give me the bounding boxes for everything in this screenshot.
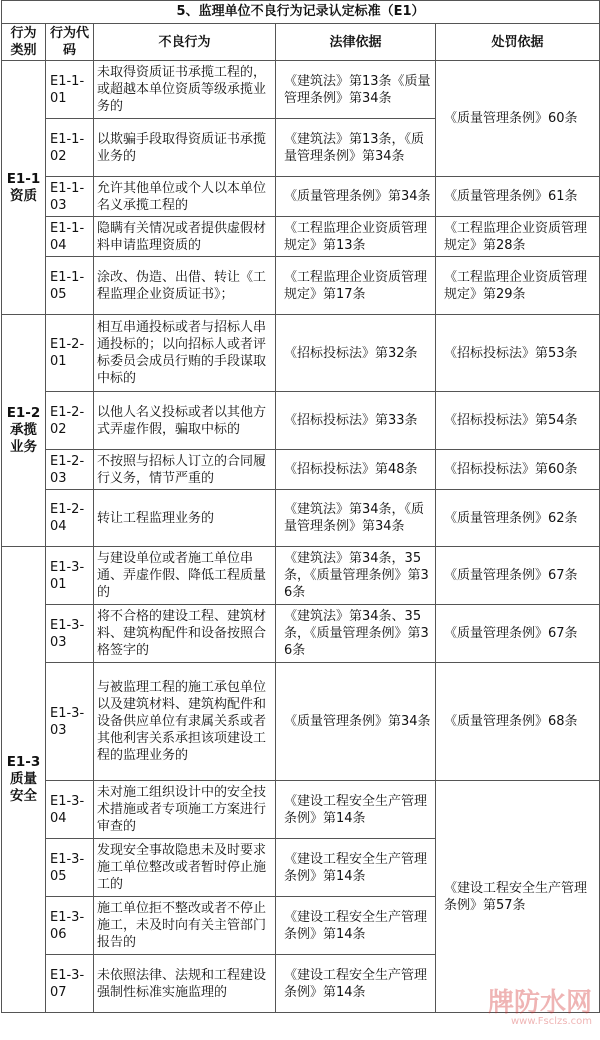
behavior-cell: 施工单位拒不整改或者不停止施工，未及时向有关主管部门报告的 — [94, 897, 276, 955]
code-cell: E1-3-07 — [46, 955, 94, 1013]
code-cell: E1-1-03 — [46, 177, 94, 217]
penalty-cell: 《工程监理企业资质管理规定》第28条 — [436, 217, 600, 257]
code-cell: E1-3-03 — [46, 663, 94, 781]
code-cell: E1-2-02 — [46, 392, 94, 450]
category-cell: E1-3质量安全 — [2, 547, 46, 1013]
header-penalty: 处罚依据 — [436, 24, 600, 61]
table-row — [2, 61, 600, 119]
penalty-cell: 《质量管理条例》67条 — [436, 605, 600, 663]
behavior-cell: 以他人名义投标或者以其他方式弄虚作假，骗取中标的 — [94, 392, 276, 450]
law-cell: 《建筑法》第13条，《质量管理条例》第34条 — [276, 119, 436, 177]
table-title: 5、监理单位不良行为记录认定标准（E1） — [2, 1, 600, 24]
table-row — [2, 315, 600, 392]
code-cell: E1-1-01 — [46, 61, 94, 119]
penalty-cell: 《工程监理企业资质管理规定》第29条 — [436, 257, 600, 315]
code-cell: E1-3-04 — [46, 781, 94, 839]
law-cell: 《建筑法》第34条，35条，《质量管理条例》第36条 — [276, 547, 436, 605]
law-cell: 《工程监理企业资质管理规定》第13条 — [276, 217, 436, 257]
law-cell: 《建设工程安全生产管理条例》第14条 — [276, 839, 436, 897]
table-row — [2, 547, 600, 605]
law-cell: 《招标投标法》第48条 — [276, 450, 436, 490]
table-row — [2, 490, 600, 547]
category-cell: E1-2承揽业务 — [2, 315, 46, 547]
behavior-cell: 隐瞒有关情况或者提供虚假材料申请监理资质的 — [94, 217, 276, 257]
penalty-cell: 《质量管理条例》60条 — [436, 61, 600, 177]
law-cell: 《质量管理条例》第34条 — [276, 177, 436, 217]
law-cell: 《质量管理条例》第34条 — [276, 663, 436, 781]
penalty-cell: 《质量管理条例》61条 — [436, 177, 600, 217]
code-cell: E1-3-06 — [46, 897, 94, 955]
code-cell: E1-1-02 — [46, 119, 94, 177]
behavior-cell: 不按照与招标人订立的合同履行义务，情节严重的 — [94, 450, 276, 490]
code-cell: E1-2-04 — [46, 490, 94, 547]
header-behavior: 不良行为 — [94, 24, 276, 61]
table-row — [2, 177, 600, 217]
code-cell: E1-2-03 — [46, 450, 94, 490]
law-cell: 《建设工程安全生产管理条例》第14条 — [276, 781, 436, 839]
behavior-cell: 允许其他单位或个人以本单位名义承揽工程的 — [94, 177, 276, 217]
law-cell: 《工程监理企业资质管理规定》第17条 — [276, 257, 436, 315]
behavior-cell: 与建设单位或者施工单位串通、弄虚作假、降低工程质量的 — [94, 547, 276, 605]
penalty-cell: 《招标投标法》第60条 — [436, 450, 600, 490]
behavior-cell: 转让工程监理业务的 — [94, 490, 276, 547]
law-cell: 《建筑法》第34条、35条，《质量管理条例》第36条 — [276, 605, 436, 663]
code-cell: E1-1-04 — [46, 217, 94, 257]
behavior-cell: 相互串通投标或者与招标人串通投标的；以向招标人或者评标委员会成员行贿的手段谋取中标的 — [94, 315, 276, 392]
law-cell: 《招标投标法》第32条 — [276, 315, 436, 392]
behavior-cell: 发现安全事故隐患未及时要求施工单位整改或者暂时停止施工的 — [94, 839, 276, 897]
behavior-cell: 未取得资质证书承揽工程的，或超越本单位资质等级承揽业务的 — [94, 61, 276, 119]
code-cell: E1-2-01 — [46, 315, 94, 392]
table-row — [2, 781, 600, 839]
table-row — [2, 450, 600, 490]
header-code: 行为代码 — [46, 24, 94, 61]
law-cell: 《建筑法》第34条，《质量管理条例》第34条 — [276, 490, 436, 547]
penalty-cell: 《建设工程安全生产管理条例》第57条 — [436, 781, 600, 1013]
code-cell: E1-3-03 — [46, 605, 94, 663]
category-cell: E1-1资质 — [2, 61, 46, 315]
table-row — [2, 392, 600, 450]
standards-table — [1, 0, 600, 1013]
penalty-cell: 《质量管理条例》67条 — [436, 547, 600, 605]
header-category: 行为类别 — [2, 24, 46, 61]
table-row — [2, 257, 600, 315]
penalty-cell: 《质量管理条例》62条 — [436, 490, 600, 547]
behavior-cell: 未对施工组织设计中的安全技术措施或者专项施工方案进行审查的 — [94, 781, 276, 839]
law-cell: 《建设工程安全生产管理条例》第14条 — [276, 897, 436, 955]
code-cell: E1-3-05 — [46, 839, 94, 897]
penalty-cell: 《招标投标法》第53条 — [436, 315, 600, 392]
table-row — [2, 217, 600, 257]
penalty-cell: 《质量管理条例》68条 — [436, 663, 600, 781]
law-cell: 《建筑法》第13条《质量管理条例》第34条 — [276, 61, 436, 119]
code-cell: E1-3-01 — [46, 547, 94, 605]
penalty-cell: 《招标投标法》第54条 — [436, 392, 600, 450]
watermark-text: 牌防水网 — [487, 988, 592, 1018]
behavior-cell: 将不合格的建设工程、建筑材料、建筑构配件和设备按照合格签字的 — [94, 605, 276, 663]
watermark-url: www.Fsclzs.com — [510, 1016, 592, 1027]
behavior-cell: 涂改、伪造、出借、转让《工程监理企业资质证书》； — [94, 257, 276, 315]
table-row — [2, 605, 600, 663]
behavior-cell: 与被监理工程的施工承包单位以及建筑材料、建筑构配件和设备供应单位有隶属关系或者其他利害关系承担该项建设工程的监理业务的 — [94, 663, 276, 781]
header-law: 法律依据 — [276, 24, 436, 61]
behavior-cell: 未依照法律、法规和工程建设强制性标准实施监理的 — [94, 955, 276, 1013]
law-cell: 《招标投标法》第33条 — [276, 392, 436, 450]
table-row — [2, 663, 600, 781]
code-cell: E1-1-05 — [46, 257, 94, 315]
law-cell: 《建设工程安全生产管理条例》第14条 — [276, 955, 436, 1013]
behavior-cell: 以欺骗手段取得资质证书承揽业务的 — [94, 119, 276, 177]
